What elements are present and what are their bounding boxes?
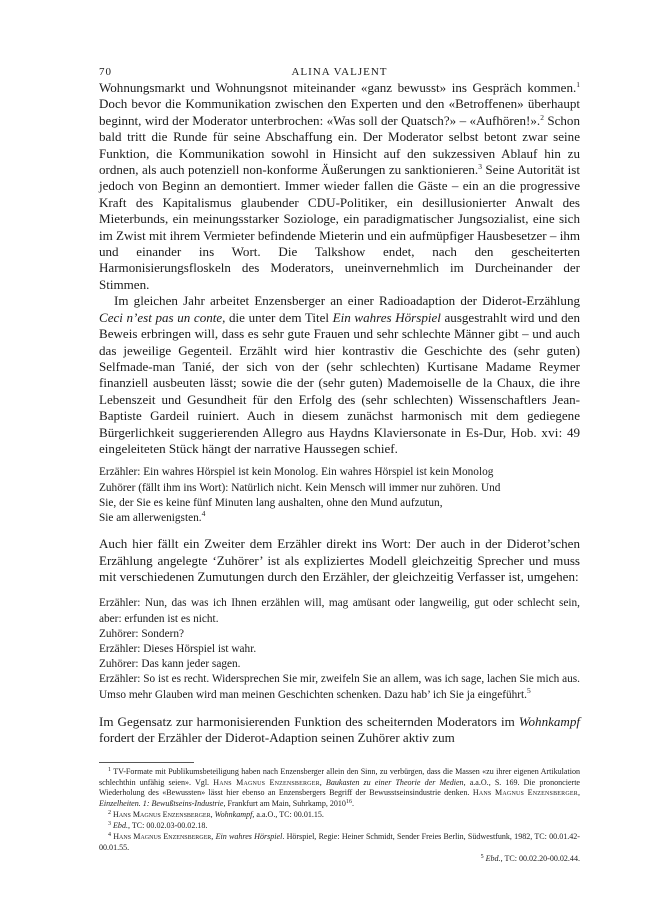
quote-line: Sie, der Sie es keine fünf Minuten lang aushalten, ohne den Mund aufzutun,: [99, 496, 443, 509]
quote-line: Erzähler: Dieses Hörspiel ist wahr.: [99, 642, 257, 655]
footnote-4: $^4$ Hans Magnus Enzensberger, Ein wahres Hörspiel. Hörspiel, Regie: Heiner Schmidt, Sender Freies Berlin, Südwestfunk, 1982, TC: 00.01.42-00.01.55.: [99, 832, 580, 852]
paragraph-3: Auch hier fällt ein Zweiter dem Erzähler direkt ins Wort: Der auch in der Diderot’schen Erzählung angelegte ‘Zuhörer’ ist als expliziertes Modell gleichzeitig Sprecher und muss mit verschiedenen Zumutungen durch den Erzähler, der gleichzeitig Verfasser ist, umgehen:: [99, 536, 580, 584]
paragraph-2: Im gleichen Jahr arbeitet Enzensberger an einer Radioadaption der Diderot-Erzählung Ceci n’est pas un conte, die unter dem Titel Ein wahres Hörspiel ausgestrahlt wird und den Beweis erbringen will, dass es sehr gute Frauen und sehr schlechte Männer gibt – und auch das jeweilige Gegenteil. Erzählt wird hier kontrastiv die Geschichte des (sehr guten) Selfmade-man Tanié, der sich von der (sehr schlechten) Kurtisane Madame Reymer finanziell ausbeuten lässt; sowie die der (sehr guten) Mademoiselle de la Chaux, die ihre Lebenszeit und Gesundheit für den Erfolg des (sehr schlechten) Wissenschaftlers Jean-Baptiste Gardeil ruiniert. Auch in diesem zunächst harmonisch mit dem gediegene Bürgerlichkeit suggerierenden Allegro aus Haydns Klaviersonate in Es-Dur, Hob. xvi: 49 eingeleiteten Stück hängt der narrative Haussegen schief.: [99, 293, 581, 456]
footnote-ref-5[interactable]: 5: [527, 685, 531, 695]
main-text: [99, 80, 580, 865]
quote-line: Erzähler: Ein wahres Hörspiel ist kein Monolog. Ein wahres Hörspiel ist kein Monolog: [99, 466, 494, 479]
quote-line: Erzähler: Nun, das was ich Ihnen erzählen will, mag amüsant oder langweilig, gut oder schlecht sein, aber: erfunden ist es nicht.: [99, 597, 580, 625]
quote-line: Erzähler: So ist es recht. Widersprechen Sie mir, zweifeln Sie an allem, was ich sage, lachen Sie mich aus. Umso mehr Glauben wird man meinen Geschichten schenken. Dazu hab’ ich Sie ja eingeführt.$^5$: [99, 673, 580, 701]
footnote-2: $^2$ Hans Magnus Enzensberger, Wohnkampf, a.a.O., TC: 00.01.15.: [108, 810, 324, 820]
title-wohnkampf: Wohnkampf: [518, 713, 580, 729]
footnote-1: $^1$ TV-Formate mit Publikumsbeteiligung haben nach Enzensberger allein den Sinn, zu verbürgen, dass die Massen «zu ihrer eigenen Artikulation schlechthin unfähig seien». Vgl. Hans Magnus Enzensberger, Baukasten zu einer Theorie der Medien, a.a.O., S. 169. Die prononcierte Wiederholung des «Bewussten» lässt hier ebenso an Enzensbergers Begriff der Bewusstseinsindustrie denken. Hans Magnus Enzensberger, Einzelheiten. 1: Bewußtseins-Industrie, Frankfurt am Main, Suhrkamp, 2010$^{16}$.: [99, 766, 581, 809]
title-ceci: Ceci n’est pas un conte: [99, 309, 223, 325]
paragraph-1: Wohnungsmarkt und Wohnungsnot miteinander «ganz bewusst» ins Gespräch kommen.$^1$ Doch bevor die Kommunikation zwischen den Experten und den «Betroffenen» überhaupt beginnt, wird der Moderator unterbrochen: «Was soll der Quatsch?» – «Aufhören!».$^2$ Schon bald tritt die Runde für seine Abschaffung ein. Der Moderator selbst betont zwar seine Funktion, die Kommunikation sowohl in Hinsicht auf den sukzessiven Ablauf hin zu ordnen, als auch potenziell non-konforme Äußerungen zu sanktionieren.$^3$ Seine Autorität ist jedoch von Beginn an demontiert. Immer wieder fallen die Gäste – ein an die progressive Kraft des Kapitalismus glaubender CDU-Politiker, ein desillusionierter Anwalt des Mieterbunds, ein meinungsstarker Soziologe, ein paradigmatischer Jungsozialist, eine sich im Zwist mit ihrem Vermieter befindende Mieterin und ein aufmüpfiger Hausbesetzer – ihm und einander ins Wort. Die Talkshow endet, nach den gescheiterten Harmonisierungsfloskeln des Moderators, uneinvernehmlich im Durcheinander der Stimmen.: [99, 80, 580, 292]
block-quote-1: [99, 465, 580, 526]
page-number: 70: [99, 66, 112, 78]
quote-line: Sie am allerwenigsten.$^4$: [99, 508, 206, 524]
footnotes: [99, 767, 580, 865]
footnote-divider: [99, 762, 194, 763]
quote-line: Zuhörer (fällt ihm ins Wort): Natürlich nicht. Kein Mensch will immer nur zuhören. Und: [99, 481, 501, 494]
footnote-ref-4[interactable]: 4: [201, 508, 206, 518]
paragraph-4: Im Gegensatz zur harmonisierenden Funktion des scheiternden Moderators im Wohnkampf fordert der Erzähler der Diderot-Adaption seinen Zuhörer aktiv zum: [99, 713, 580, 746]
quote-line: Zuhörer: Sondern?: [99, 627, 185, 640]
page-header: [99, 66, 580, 80]
footnote-ref-1[interactable]: 1: [576, 80, 580, 89]
block-quote-2: [99, 596, 580, 702]
footnote-ref-3[interactable]: 3: [478, 162, 482, 172]
roman-numeral: xvi: [541, 424, 559, 440]
title-hoerspiel: Ein wahres Hörspiel: [332, 309, 441, 325]
quote-line: Zuhörer: Das kann jeder sagen.: [99, 658, 241, 671]
footnote-5: $^5$ Ebd., TC: 00.02.20-00.02.44.: [480, 853, 580, 863]
running-title: ALINA VALJENT: [291, 66, 388, 78]
footnote-ref-2[interactable]: 2: [540, 112, 544, 122]
footnote-3: $^3$ Ebd., TC: 00.02.03-00.02.18.: [108, 821, 208, 831]
